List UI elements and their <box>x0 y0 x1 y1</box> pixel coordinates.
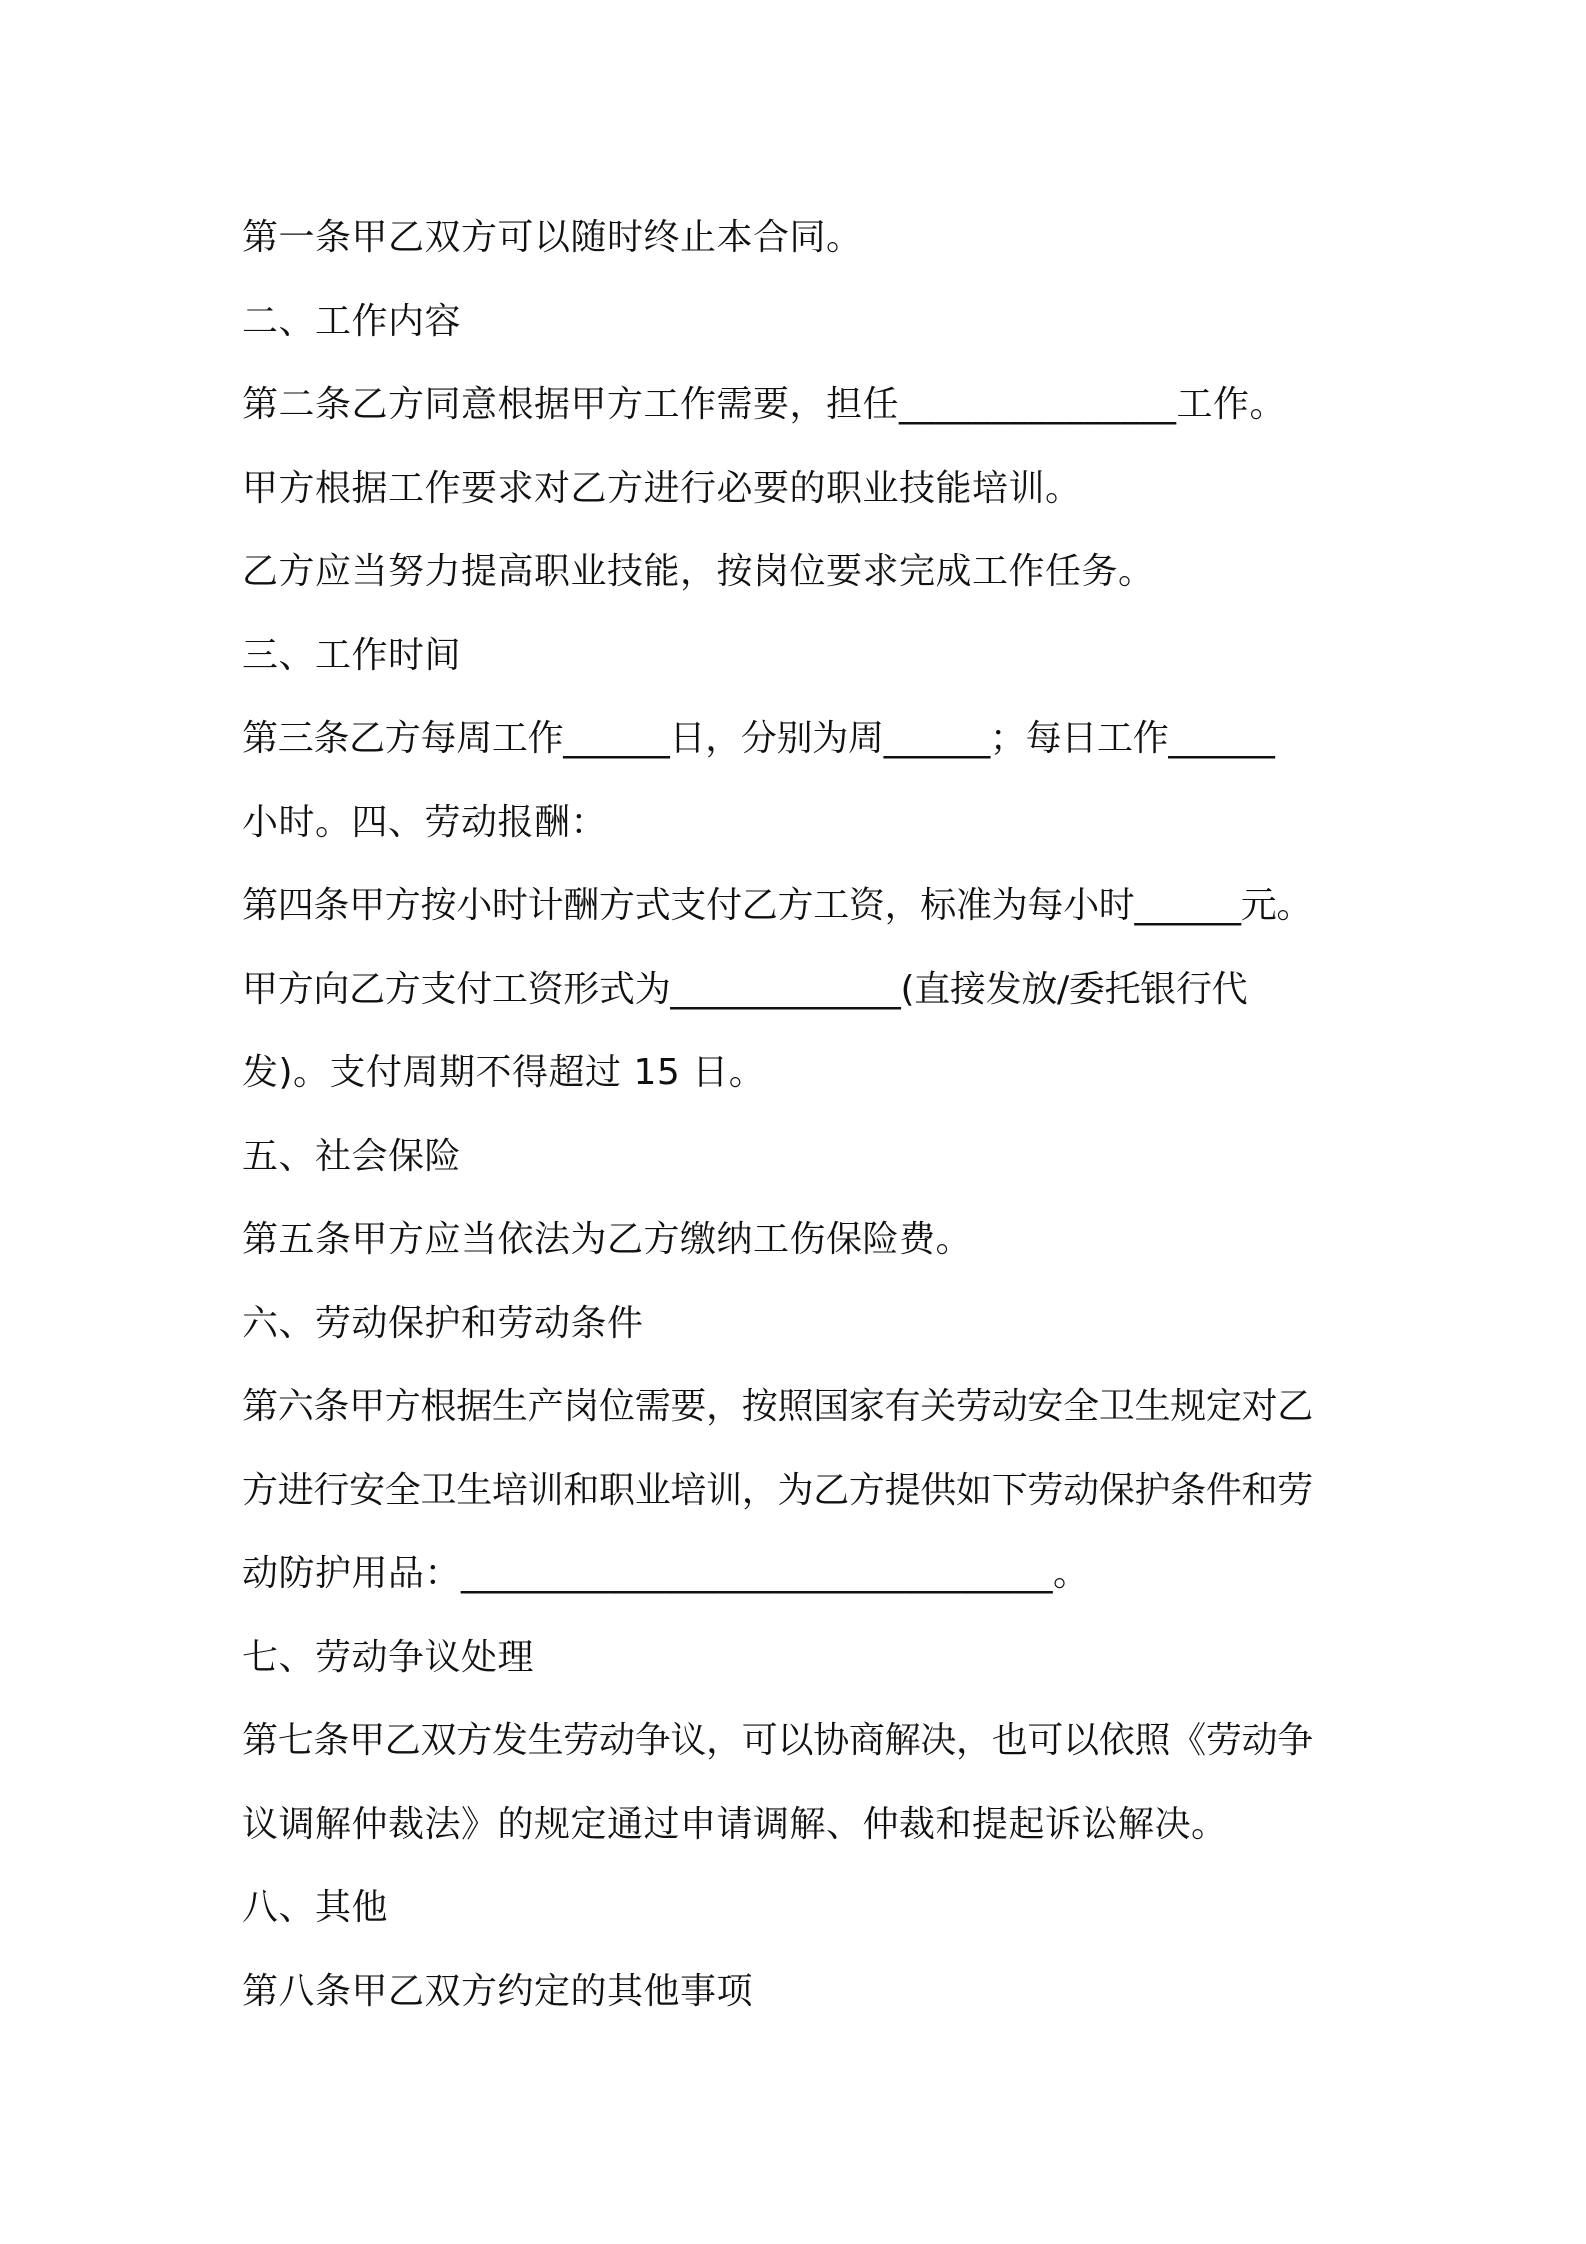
article-3-continuation: 小时。四、劳动报酬： <box>242 801 608 843</box>
section-6-heading: 六、劳动保护和劳动条件 <box>242 1302 644 1344</box>
article-6-continuation-1: 方进行安全卫生培训和职业培训，为乙方提供如下劳动保护条件和劳 <box>242 1469 1314 1511</box>
article-5-text: 第五条甲方应当依法为乙方缴纳工伤保险费。 <box>242 1219 973 1260</box>
article-8-text: 第八条甲乙双方约定的其他事项 <box>242 1970 754 2012</box>
article-7-continuation: 议调解仲裁法》的规定通过申请调解、仲裁和提起诉讼解决。 <box>242 1803 1228 1845</box>
wage-form-continuation: 发)。支付周期不得超过 15 日。 <box>242 1052 766 1093</box>
training-text: 甲方根据工作要求对乙方进行必要的职业技能培训。 <box>242 467 1082 509</box>
section-3-heading: 三、工作时间 <box>242 634 462 676</box>
wage-form-text: 甲方向乙方支付工资形式为_____________(直接发放/委托银行代 <box>242 968 1248 1010</box>
section-5-heading: 五、社会保险 <box>242 1135 462 1177</box>
article-3-text: 第三条乙方每周工作______日，分别为周______；每日工作______ <box>242 718 1275 759</box>
article-4-text: 第四条甲方按小时计酬方式支付乙方工资，标准为每小时______元。 <box>242 885 1313 926</box>
article-1-text: 第一条甲乙双方可以随时终止本合同。 <box>242 217 863 258</box>
section-2-heading: 二、工作内容 <box>242 300 462 342</box>
article-6-text: 第六条甲方根据生产岗位需要，按照国家有关劳动安全卫生规定对乙 <box>242 1386 1314 1427</box>
skill-text: 乙方应当努力提高职业技能，按岗位要求完成工作任务。 <box>242 551 1155 592</box>
section-7-heading: 七、劳动争议处理 <box>242 1636 535 1678</box>
article-7-text: 第七条甲乙双方发生劳动争议，可以协商解决，也可以依照《劳动争 <box>242 1720 1314 1761</box>
article-6-continuation-2: 动防护用品：________________________________。 <box>242 1553 1090 1594</box>
article-2-text: 第二条乙方同意根据甲方工作需要，担任_______________工作。 <box>242 384 1287 425</box>
section-8-heading: 八、其他 <box>242 1887 389 1928</box>
document-body <box>242 196 1362 2033</box>
